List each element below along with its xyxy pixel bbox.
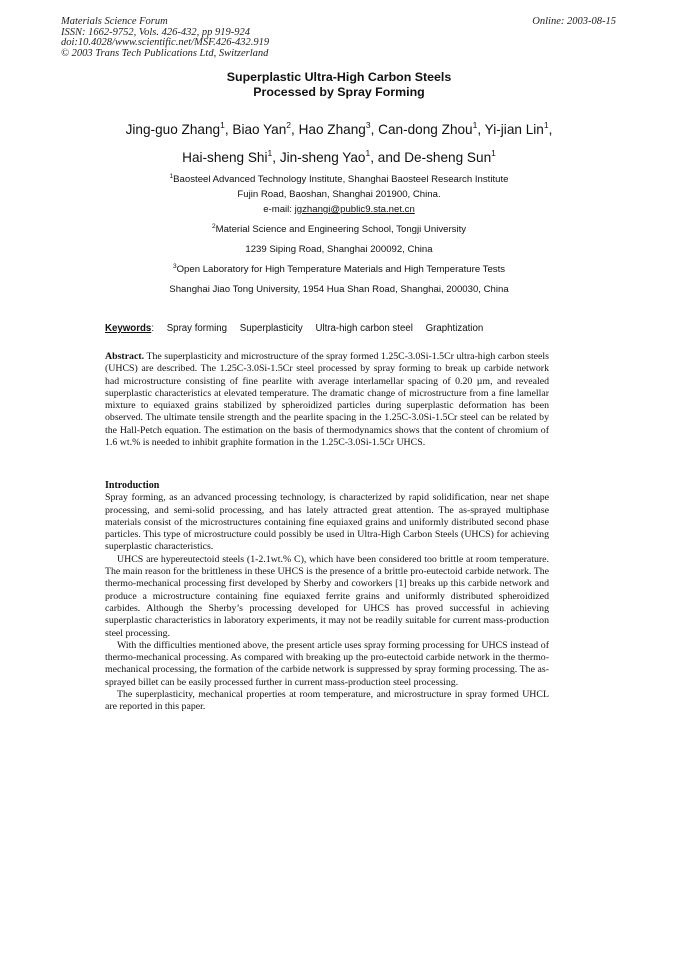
doi-line: doi:10.4028/www.scientific.net/MSF.426-432.919 (61, 37, 270, 49)
section-heading: Introduction (105, 480, 160, 491)
affiliation-2: $^2$Material Science and Engineering School, Tongji University 1239 Siping Road, Shanghai 200092, China (211, 223, 467, 255)
author-name: Jing-guo Zhang (125, 122, 221, 137)
paragraph: The superplasticity, mechanical properties at room temperature, and microstructure in spray formed UHCL are reported in this paper. (105, 689, 549, 713)
author-name: Biao Yan (232, 122, 287, 137)
keyword: Graphtization (425, 323, 484, 334)
author-affiliation-mark: 2 (286, 120, 292, 130)
author-name: Hao Zhang (298, 122, 366, 137)
keywords: Keywords: Spray forming Superplasticity Ultra-high carbon steel Graphtization (105, 323, 484, 334)
abstract-label: Abstract. (105, 351, 145, 362)
publication-info (61, 17, 269, 59)
abstract-text: The superplasticity and microstructure of the spray formed 1.25C-3.0Si-1.5Cr ultra-high carbon steels (UHCS) are described. The 1.25C-3.0Si-1.5Cr steel processed by spray forming to break up carbide network had microstructure consisting of fine pearlite with average interlamellar spacing of 0.20 µm, and revealed superplastic characteristics at elevated temperature. The dramatic change of microstructure from a fine lamellar mixture to equiaxed grains stabilized by spheroidized particles during superplastic deformation has been observed. The ultimate tensile strength and the pearlite spacing in the 1.25C-3.0Si-1.5Cr steel can be related by the Hall-Petch equation. The estimation on the basis of thermodynamics shows that the content of chromium of 1.6 wt.% is needed to inhibit graphite formation in the 1.25C-3.0Si-1.5Cr UHCS. (105, 351, 549, 449)
author-affiliation-mark: 1 (267, 148, 273, 158)
paragraph: UHCS are hypereutectoid steels (1-2.1wt.% C), which have been considered too brittle at room temperature. The main reason for the brittleness in these UHCS is the presence of a brittle pro-eutectoid carbide network. The thermo-mechanical processing first developed by Sherby and coworkers [1] breaks up this carbide network and produce a microstructure containing fine equiaxed ferrite grains and uniformly distributed spheroidized carbides. Although the Sherby’s processing developed for UHCS has proved successful in achieving superplastic characteristics in laboratory experiments, it may not be readily suitable for current mass-production steel processing. (105, 553, 549, 639)
author-affiliation-mark: 1 (491, 148, 496, 158)
author-affiliation-mark: 1 (220, 120, 225, 130)
author-name: Yi-jian Lin (484, 122, 544, 137)
keyword: Superplasticity (239, 323, 303, 334)
affiliation-1: $^1$Baosteel Advanced Technology Institute, Shanghai Baosteel Research Institute Fujin Road, Baoshan, Shanghai 201900, China. e-mail: jgzhangi@public9.sta.net.cn (169, 173, 509, 215)
introduction-section (105, 480, 549, 714)
author-line-2: Hai-sheng Shi$^1$, Jin-sheng Yao$^1$, and De-sheng Sun$^1$ (182, 148, 496, 165)
affiliation-3: $^3$Open Laboratory for High Temperature Materials and High Temperature Tests Shanghai Jiao Tong University, 1954 Hua Shan Road, Shanghai, 200030, China (169, 263, 509, 295)
online-date: Online: 2003-08-15 (532, 16, 616, 27)
paper-title (0, 70, 678, 99)
keyword: Ultra-high carbon steel (315, 323, 413, 334)
issn-line: ISSN: 1662-9752, Vols. 426-432, pp 919-924 (61, 26, 250, 38)
paragraph: With the difficulties mentioned above, the present article uses spray forming processing for UHCS instead of thermo-mechanical processing. As compared with breaking up the pro-eutectoid carbide network in the thermo-mechanical processing, the formation of the carbide network is suppressed by spray forming processing. The as-sprayed billet can be easily processed further in current mass-production steel processing. (105, 639, 549, 688)
author-name: Can-dong Zhou (378, 122, 473, 137)
author-affiliation-mark: 1 (543, 120, 549, 130)
author-affiliation-mark: 1 (365, 148, 371, 158)
paragraph: Spray forming, as an advanced processing technology, is characterized by rapid solidification, near net shape processing, and semi-solid processing, and has lately attracted great attention. The as-sprayed multiphase materials consist of the microstructures containing fine equiaxed grains and uniformly distributed second phase particles. This type of microstructure could possibly be used in Ultra-High Carbon Steels (UHCS) for achieving superplastic characteristics. (105, 492, 549, 553)
author-name: Jin-sheng Yao (279, 150, 366, 165)
author-affiliation-mark: 3 (365, 120, 371, 130)
author-affiliation-mark: 1 (472, 120, 478, 130)
keywords-label: Keywords (105, 323, 152, 334)
title-line-1: Superplastic Ultra-High Carbon Steels (226, 70, 452, 84)
keyword: Spray forming (166, 323, 228, 334)
author-line-1: Jing-guo Zhang$^1$, Biao Yan$^2$, Hao Zhang$^3$, Can-dong Zhou$^1$, Yi-jian Lin$^1$, (125, 120, 553, 137)
copyright-line: © 2003 Trans Tech Publications Ltd, Switzerland (61, 47, 269, 59)
author-name: Hai-sheng Shi (182, 150, 268, 165)
author-name: De-sheng Sun (404, 150, 492, 165)
abstract (105, 351, 549, 449)
email-link[interactable]: jgzhangi@public9.sta.net.cn (294, 204, 415, 215)
journal-name: Materials Science Forum (61, 16, 168, 27)
title-line-2: Processed by Spray Forming (253, 84, 425, 99)
